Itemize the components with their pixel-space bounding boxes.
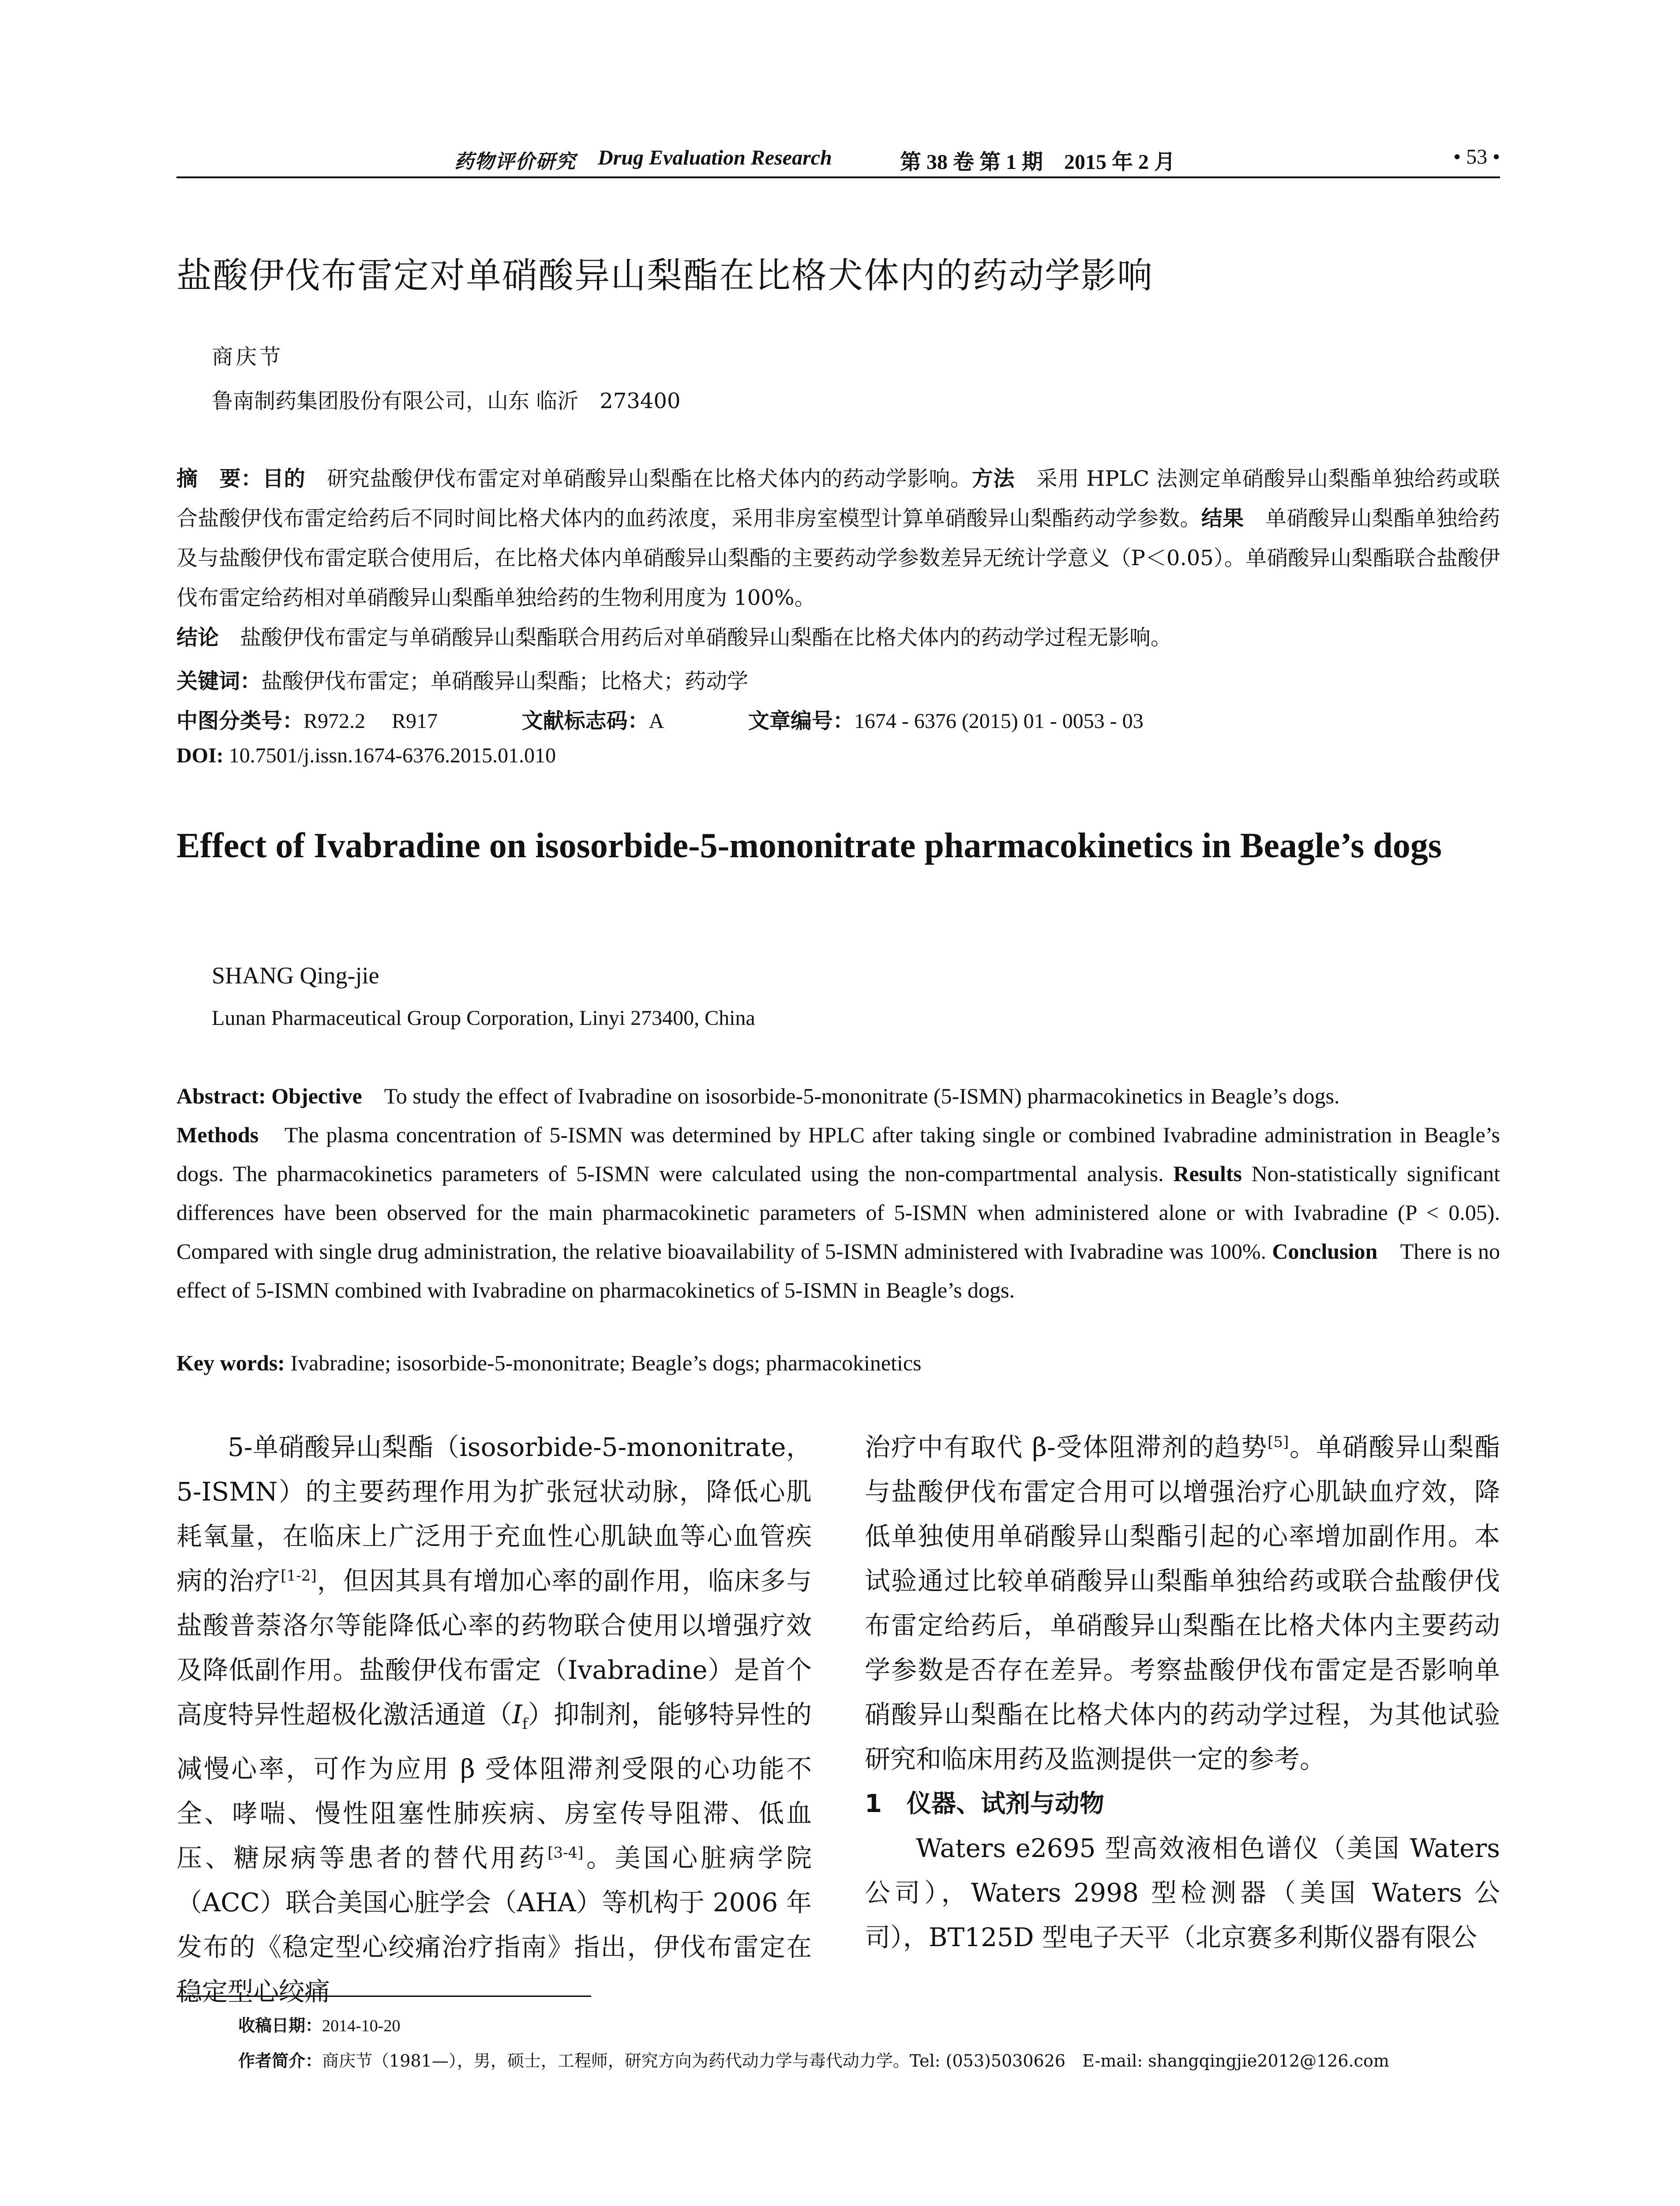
intro-text-f: 。单硝酸异山梨酯与盐酸伊伐布雷定合用可以增强治疗心肌缺血疗效，降低单独使用单硝酸异山梨酯引起的心率增加副作用。本试验通过比较单硝酸异山梨酯单独给药或联合盐酸伊伐布雷定给药后，单硝酸异山梨酯在比格犬体内主要药动学参数是否存在差异。考察盐酸伊伐布雷定是否影响单硝酸异山梨酯在比格犬体内的药动学过程，为其他试验研究和临床用药及监测提供一定的参考。 — [865, 1432, 1500, 1774]
body-left-column — [176, 1425, 812, 2014]
methods-en: The plasma concentration of 5-ISMN was determined by HPLC after taking single or combined Ivabradine administration in Beagle’s dogs. The pharmacokinetics parameters of 5-ISMN were calculated using the non-compartmental analysis. — [176, 1122, 1500, 1186]
received-value: 2014-10-20 — [322, 2017, 401, 2035]
results-label-en: Results — [1173, 1161, 1242, 1186]
title-cn: 盐酸伊伐布雷定对单硝酸异山梨酯在比格犬体内的药动学影响 — [176, 255, 1153, 296]
conclusion-label-cn: 结论 — [176, 625, 219, 650]
issue-info: 第 38 卷 第 1 期 2015 年 2 月 — [900, 150, 1176, 174]
if-subscript: f — [522, 1715, 528, 1733]
clc-value: R972.2 R917 — [304, 709, 438, 733]
conclusion-cn: 盐酸伊伐布雷定与单硝酸异山梨酯联合用药后对单硝酸异山梨酯在比格犬体内的药动学过程无影响。 — [219, 625, 1172, 650]
article-number-value: 1674 - 6376 (2015) 01 - 0053 - 03 — [854, 709, 1144, 733]
abstract-cn-label: 摘 要： — [176, 466, 262, 491]
intro-text-a: 5-单硝酸异山梨酯（isosorbide-5-mononitrate，5-ISMN）的主要药理作用为扩张冠状动脉，降低心肌耗氧量，在临床上广泛用于充血性心肌缺血等心血管疾病的治疗 — [176, 1432, 812, 1596]
abstract-en — [176, 1077, 1500, 1309]
keywords-en-label: Key words: — [176, 1351, 285, 1375]
running-header — [176, 140, 1500, 176]
journal-name-cn: 药物评价研究 — [454, 150, 576, 173]
keywords-cn-label: 关键词： — [176, 669, 262, 694]
classification-line — [176, 704, 1144, 734]
keywords-en — [176, 1350, 921, 1376]
title-en: Effect of Ivabradine on isosorbide-5-mononitrate pharmacokinetics in Beagle’s dogs — [176, 826, 1442, 865]
keywords-cn — [176, 664, 748, 694]
body-right-column — [865, 1425, 1500, 1960]
article-number-label: 文章编号： — [748, 709, 854, 733]
keywords-cn-text: 盐酸伊伐布雷定；单硝酸异山梨酯；比格犬；药动学 — [261, 669, 749, 694]
author-bio-note — [238, 2047, 1389, 2071]
affiliation-cn: 鲁南制药集团股份有限公司，山东 临沂 273400 — [212, 389, 681, 413]
if-symbol: I — [512, 1700, 522, 1730]
citation-3-4: [3-4] — [548, 1844, 584, 1862]
objective-label-cn: 目的 — [262, 466, 306, 491]
results-cn: 单硝酸异山梨酯单独给药及与盐酸伊伐布雷定联合使用后，在比格犬体内单硝酸异山梨酯的主要药动学参数差异无统计学意义（P＜0.05）。单硝酸异山梨酯联合盐酸伊伐布雷定给药相对单硝酸异山梨酯单独给药的生物利用度为 100%。 — [176, 506, 1500, 610]
abstract-en-label: Abstract: — [176, 1084, 266, 1108]
intro-text-b: ，但因其具有增加心率的副作用，临床多与盐酸普萘洛尔等能降低心率的药物联合使用以增强疗效及降低副作用。盐酸伊伐布雷定（Ivabradine）是首个高度特异性超极化激活通道（ — [176, 1566, 812, 1730]
author-bio-label: 作者简介： — [238, 2051, 322, 2071]
abstract-cn — [176, 459, 1500, 657]
doi-value: 10.7501/j.issn.1674-6376.2015.01.010 — [223, 744, 556, 767]
intro-paragraph-right — [865, 1425, 1500, 1782]
doc-code-value: A — [649, 709, 664, 733]
results-en: Non-statistically significant differences have been observed for the main pharmacokinetic parameters of 5-ISMN when administered alone or with Ivabradine (P < 0.05). Compared with single drug administration, the relative bioavailability of 5-ISMN administered with Ivabradine was 100%. — [176, 1161, 1500, 1264]
results-label-cn: 结果 — [1201, 506, 1244, 531]
journal-name-en: Drug Evaluation Research — [598, 146, 832, 169]
author-bio-value: 商庆节（1981—），男，硕士，工程师，研究方向为药代动力学与毒代动力学。Tel: (053)5030626 E-mail: shangqingjie2012@126.com — [322, 2051, 1389, 2071]
received-label: 收稿日期： — [238, 2016, 322, 2035]
methods-cn: 采用 HPLC 法测定单硝酸异山梨酯单独给药或联合盐酸伊伐布雷定给药后不同时间比格犬体内的血药浓度，采用非房室模型计算单硝酸异山梨酯药动学参数。 — [176, 466, 1500, 531]
citation-5: [5] — [1268, 1433, 1289, 1451]
author-cn: 商庆节 — [212, 345, 284, 369]
doc-code-label: 文献标志码： — [521, 709, 649, 733]
objective-en: To study the effect of Ivabradine on isosorbide-5-mononitrate (5-ISMN) pharmacokinetics in Beagle’s dogs. — [362, 1084, 1340, 1108]
intro-text-c: ）抑制剂，能够特异性的减慢心率，可作为应用 β 受体阻滞剂受限的心功能不全、哮喘、慢性阻塞性肺疾病、房室传导阻滞、低血压、糖尿病等患者的替代用药 — [176, 1700, 812, 1873]
conclusion-en: There is no effect of 5-ISMN combined with Ivabradine on pharmacokinetics of 5-ISMN in Beagle’s dogs. — [176, 1239, 1500, 1302]
citation-1-2: [1-2] — [281, 1567, 317, 1585]
clc-label: 中图分类号： — [176, 709, 304, 733]
intro-paragraph-left — [176, 1425, 812, 2014]
header-rule — [176, 176, 1500, 178]
doi-line — [176, 743, 556, 768]
footnote-rule — [176, 1996, 591, 1997]
affiliation-en: Lunan Pharmaceutical Group Corporation, Linyi 273400, China — [212, 1006, 755, 1030]
methods-label-en: Methods — [176, 1122, 259, 1147]
methods-label-cn: 方法 — [971, 466, 1015, 491]
section-1-heading: 1 仪器、试剂与动物 — [865, 1790, 1104, 1818]
objective-cn: 研究盐酸伊伐布雷定对单硝酸异山梨酯在比格犬体内的药动学影响。 — [305, 466, 972, 491]
conclusion-label-en: Conclusion — [1272, 1239, 1378, 1264]
instruments-paragraph: Waters e2695 型高效液相色谱仪（美国 Waters 公司），Waters 2998 型检测器（美国 Waters 公司），BT125D 型电子天平（北京赛多利斯仪器有限公 — [865, 1833, 1500, 1952]
intro-text-e: 治疗中有取代 β-受体阻滞剂的趋势 — [865, 1432, 1268, 1462]
author-en: SHANG Qing-jie — [212, 962, 379, 989]
intro-text-d: 。美国心脏病学院（ACC）联合美国心脏学会（AHA）等机构于 2006 年发布的《稳定型心绞痛治疗指南》指出，伊伐布雷定在稳定型心绞痛 — [176, 1842, 812, 2007]
received-date-note — [238, 2012, 400, 2036]
page-number: • 53 • — [1453, 145, 1500, 169]
keywords-en-text: Ivabradine; isosorbide-5-mononitrate; Beagle’s dogs; pharmacokinetics — [285, 1351, 922, 1375]
doi-label: DOI: — [176, 744, 224, 767]
objective-label-en: Objective — [271, 1084, 362, 1108]
